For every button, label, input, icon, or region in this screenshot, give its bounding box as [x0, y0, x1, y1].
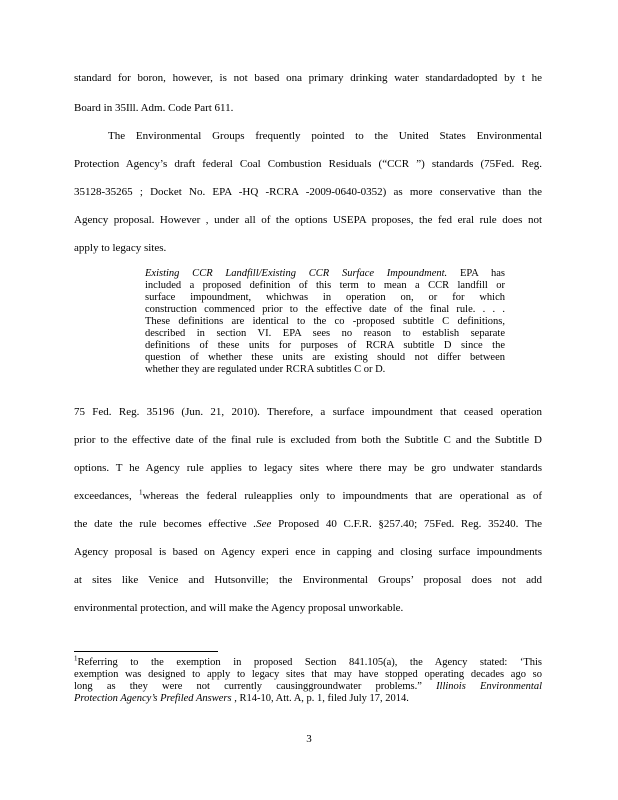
body-line: 35128-35265 ; Docket No. EPA -HQ -RCRA -2009-0640-0352) as more conservative than the: [74, 186, 542, 198]
body-text: Proposed 40 C.F.R. §257.40; 75Fed. Reg. 35240. The: [278, 518, 543, 530]
footnote-line: [74, 654, 542, 669]
body-text: the date the rule becomes effective: [74, 518, 247, 530]
quote-line: whether they are regulated under RCRA subtitles C or D.: [145, 364, 386, 375]
quote-line: These definitions are identical to the co -proposed subtitle C definitions,: [145, 316, 505, 327]
quote-heading: Existing CCR Landfill/Existing CCR Surface Impoundment.: [145, 268, 448, 279]
footnote-text: long as they were not currently causinggroundwater problems.”: [74, 681, 422, 692]
body-line: prior to the effective date of the final rule is excluded from both the Subtitle C and the Subtitle D: [74, 434, 542, 446]
footnote-marker: 1: [74, 654, 78, 663]
body-line: apply to legacy sites.: [74, 242, 167, 254]
body-line: The Environmental Groups frequently pointed to the United States Environmental: [108, 130, 542, 142]
footnote-line: exemption was designed to apply to legacy sites that may have stopped operating decades ago so: [74, 669, 542, 680]
body-line: [74, 517, 542, 531]
footnote-text: , R14-10, Att. A, p. 1, filed July 17, 2014.: [234, 693, 409, 704]
body-line: Protection Agency’s draft federal Coal Combustion Residuals (“CCR ”) standards (75Fed. Reg.: [74, 158, 542, 170]
quote-line: [145, 268, 505, 280]
quote-line: question of whether these units are existing should not differ between: [145, 352, 505, 363]
quote-line: described in section VI. EPA sees no reason to establish separate: [145, 328, 505, 339]
body-text: whereas the federal ruleapplies only to impoundments that are operational as of: [142, 490, 542, 502]
body-line: standard for boron, however, is not based ona primary drinking water standardadopted by t he: [74, 72, 542, 84]
footnote-citation: Illinois Environmental: [436, 681, 542, 692]
page-number: 3: [306, 733, 312, 745]
quote-line: surface impoundment, whichwas in operation on, or for which: [145, 292, 505, 303]
quote-line: definitions of these units for purposes of RCRA subtitle D since the: [145, 340, 505, 351]
body-line: Agency proposal. However , under all of the options USEPA proposes, the fed eral rule does not: [74, 214, 542, 226]
footnote-line: [74, 693, 542, 705]
footnote-divider: [74, 651, 218, 652]
body-line: [74, 489, 542, 503]
footnote-line: [74, 681, 542, 693]
body-line: 75 Fed. Reg. 35196 (Jun. 21, 2010). Therefore, a surface impoundment that ceased operation: [74, 406, 542, 418]
citation-signal: .See: [253, 518, 272, 530]
body-line: environmental protection, and will make the Agency proposal unworkable.: [74, 602, 404, 614]
block-quote: [145, 268, 505, 376]
body-line: Agency proposal is based on Agency experi ence in capping and closing surface impoundments: [74, 546, 542, 558]
body-line: at sites like Venice and Hutsonville; the Environmental Groups’ proposal does not add: [74, 574, 542, 586]
body-line: Board in 35Ill. Adm. Code Part 611.: [74, 102, 234, 114]
footnote-reference[interactable]: 1: [139, 488, 143, 497]
footnote: [74, 654, 542, 705]
footnote-text: Referring to the exemption in proposed Section 841.105(a), the Agency stated: ‘This: [77, 657, 542, 668]
quote-text: EPA has: [459, 268, 506, 279]
body-line: options. T he Agency rule applies to legacy sites where there may be gro undwater standards: [74, 462, 542, 474]
quote-line: construction commenced prior to the effective date of the final rule. . . .: [145, 304, 505, 315]
quote-line: included a proposed definition of this term to mean a CCR landfill or: [145, 280, 505, 291]
footnote-citation: Protection Agency’s Prefiled Answers: [74, 693, 232, 704]
body-text: exceedances,: [74, 490, 132, 502]
